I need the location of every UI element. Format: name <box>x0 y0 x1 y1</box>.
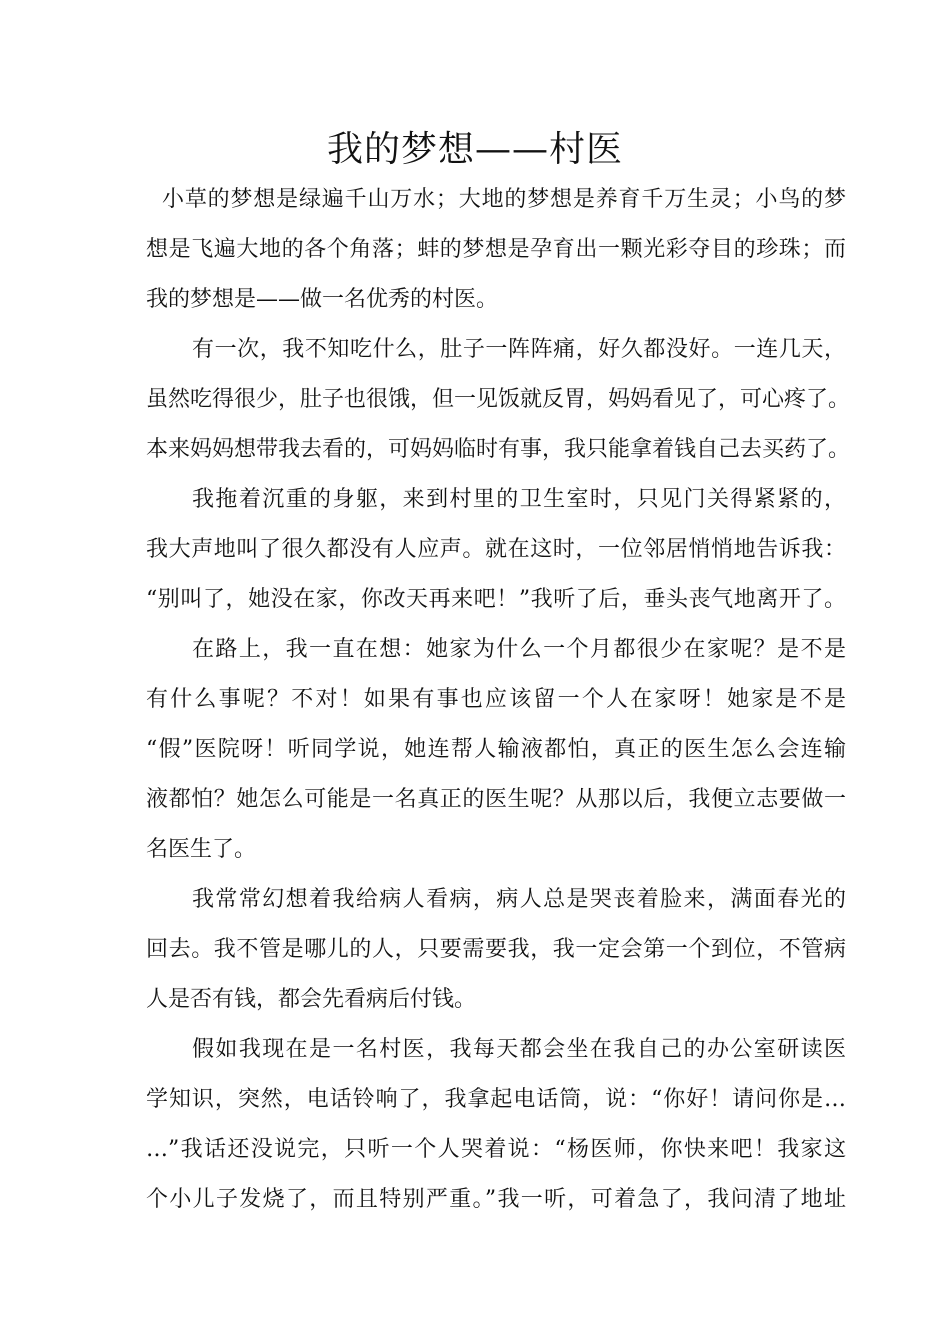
text-line: 我常常幻想着我给病人看病，病人总是哭丧着脸来，满面春光的 <box>192 887 846 912</box>
text-line: 假如我现在是一名村医，我每天都会坐在我自己的办公室研读医 <box>192 1037 846 1062</box>
text-line: 人是否有钱，都会先看病后付钱。 <box>146 987 477 1012</box>
document-body <box>146 175 851 1225</box>
text-line: 在路上，我一直在想：她家为什么一个月都很少在家呢？是不是 <box>192 637 846 662</box>
text-line: 我拖着沉重的身躯，来到村里的卫生室时，只见门关得紧紧的， <box>192 487 846 512</box>
text-line: 小草的梦想是绿遍千山万水；大地的梦想是养育千万生灵；小鸟的梦 <box>162 187 846 212</box>
text-line: 虽然吃得很少，肚子也很饿，但一见饭就反胃，妈妈看见了，可心疼了。 <box>146 387 851 412</box>
text-line: 液都怕？她怎么可能是一名真正的医生呢？从那以后，我便立志要做一 <box>146 787 846 812</box>
text-line: 我大声地叫了很久都没有人应声。就在这时，一位邻居悄悄地告诉我： <box>146 537 846 562</box>
text-line: 本来妈妈想带我去看的，可妈妈临时有事，我只能拿着钱自己去买药了。 <box>146 437 851 462</box>
text-line: …”我话还没说完，只听一个人哭着说：“杨医师，你快来吧！我家这 <box>146 1137 846 1162</box>
text-line: 个小儿子发烧了，而且特别严重。”我一听，可着急了，我问清了地址 <box>146 1187 846 1212</box>
document-title: 我的梦想——村医 <box>326 129 623 170</box>
text-line: 想是飞遍大地的各个角落；蚌的梦想是孕育出一颗光彩夺目的珍珠；而 <box>146 237 846 262</box>
text-line: “别叫了，她没在家，你改天再来吧！”我听了后，垂头丧气地离开了。 <box>146 587 846 612</box>
text-line: 有什么事呢？不对！如果有事也应该留一个人在家呀！她家是不是 <box>146 687 846 712</box>
text-line: “假”医院呀！听同学说，她连帮人输液都怕，真正的医生怎么会连输 <box>146 737 846 762</box>
text-line: 学知识，突然，电话铃响了，我拿起电话筒，说：“你好！请问你是… <box>146 1087 846 1112</box>
text-line: 我的梦想是——做一名优秀的村医。 <box>146 287 499 312</box>
text-line: 名医生了。 <box>146 837 257 862</box>
text-line: 有一次，我不知吃什么，肚子一阵阵痛，好久都没好。一连几天， <box>192 337 846 362</box>
text-line: 回去。我不管是哪儿的人，只要需要我，我一定会第一个到位，不管病 <box>146 937 846 962</box>
